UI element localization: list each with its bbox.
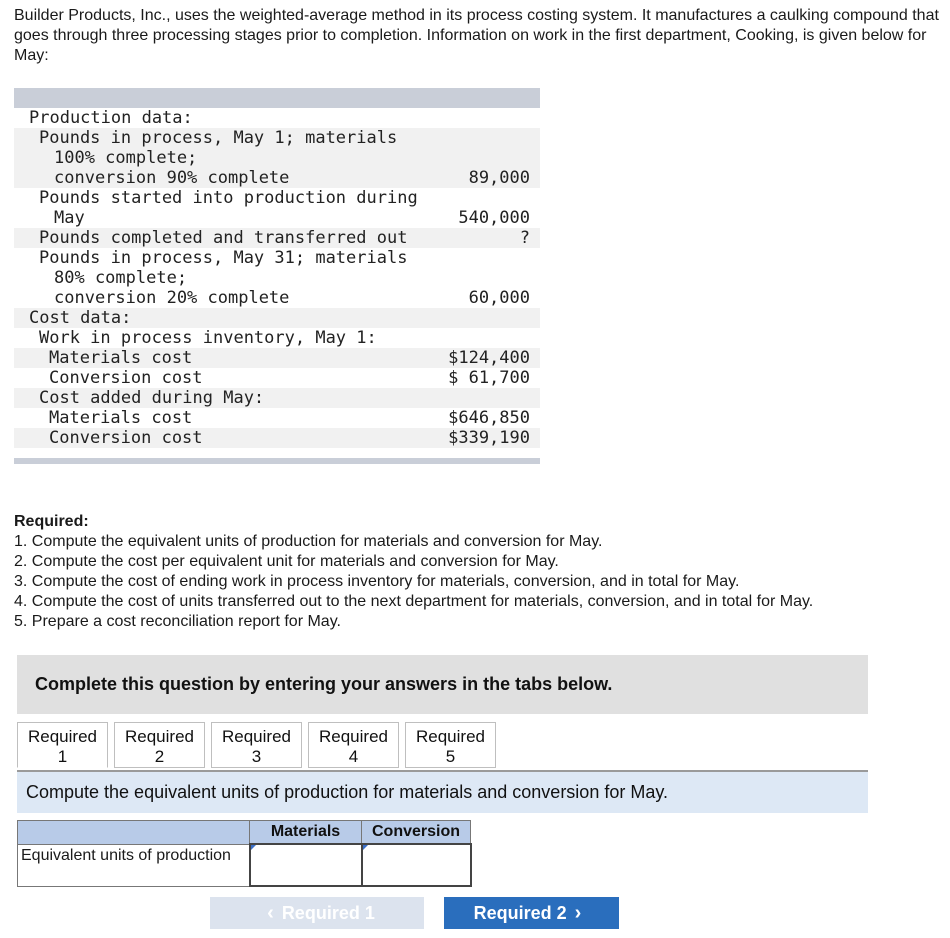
wip-conversion-label: Conversion cost <box>49 368 203 388</box>
chevron-right-icon: › <box>574 901 582 924</box>
problem-data-table <box>14 88 540 464</box>
required-item-2: 2. Compute the cost per equivalent unit for materials and conversion for May. <box>14 553 559 570</box>
answer-row <box>18 844 471 886</box>
tab-label: Required <box>125 727 194 746</box>
chevron-left-icon: ‹ <box>267 901 274 924</box>
header-conversion: Conversion <box>362 821 471 845</box>
header-blank-cell <box>18 821 250 845</box>
prev-button-label: Required 1 <box>281 902 375 923</box>
answer-table <box>17 820 472 887</box>
wip-materials-value: $124,400 <box>448 348 530 368</box>
banner-text: Complete this question by entering your answers in the tabs below. <box>35 674 613 694</box>
tab-instruction <box>17 772 868 813</box>
wip-conversion-value: $ 61,700 <box>448 368 530 388</box>
instructions-banner <box>17 655 868 714</box>
tab-required-3[interactable] <box>211 722 302 768</box>
required-item-5: 5. Prepare a cost reconciliation report for May. <box>14 613 341 630</box>
input-marker <box>363 845 368 850</box>
materials-equivalent-units-input[interactable] <box>251 846 361 885</box>
end-wip-label-1: Pounds in process, May 31; materials <box>39 248 408 268</box>
header-materials: Materials <box>250 821 362 845</box>
tab-label: Required <box>28 727 97 746</box>
production-header: Production data: <box>29 108 193 128</box>
end-wip-row-1 <box>14 248 540 268</box>
end-wip-label-3: conversion 20% complete <box>54 288 290 308</box>
table-bottom-bar <box>14 458 540 464</box>
begin-wip-value: 89,000 <box>468 168 530 188</box>
tab-label: Required <box>416 727 485 746</box>
added-materials-value: $646,850 <box>448 408 530 428</box>
required-item-4: 4. Compute the cost of units transferred out to the next department for materials, conversion, and in total for May. <box>14 593 814 610</box>
wip-header: Work in process inventory, May 1: <box>39 328 377 348</box>
required-title: Required: <box>14 513 89 530</box>
tab-number: 4 <box>348 747 359 766</box>
completed-row <box>14 228 540 248</box>
added-conversion-row <box>14 428 540 448</box>
end-wip-value: 60,000 <box>468 288 530 308</box>
added-conversion-label: Conversion cost <box>49 428 203 448</box>
started-row-1 <box>14 188 540 208</box>
wip-materials-label: Materials cost <box>49 348 193 368</box>
wip-materials-row <box>14 348 540 368</box>
materials-cell <box>250 844 362 886</box>
tab-number: 2 <box>154 747 165 766</box>
tab-number: 1 <box>57 747 68 766</box>
equivalent-units-label: Equivalent units of production <box>18 844 250 886</box>
required-tabs <box>17 722 502 768</box>
started-value: 540,000 <box>458 208 530 228</box>
tab-number: 3 <box>251 747 262 766</box>
tab-label: Required <box>222 727 291 746</box>
tab-required-1[interactable] <box>17 722 108 768</box>
tab-required-4[interactable] <box>308 722 399 768</box>
started-label-1: Pounds started into production during <box>39 188 418 208</box>
instruction-text: Compute the equivalent units of production for materials and conversion for May. <box>26 782 669 802</box>
added-conversion-value: $339,190 <box>448 428 530 448</box>
wip-header-row <box>14 328 540 348</box>
tab-required-2[interactable] <box>114 722 205 768</box>
end-wip-label-2: 80% complete; <box>54 268 188 288</box>
answer-header-row <box>18 821 471 845</box>
next-required-button[interactable] <box>444 897 619 929</box>
wip-conversion-row <box>14 368 540 388</box>
input-marker <box>251 845 256 850</box>
completed-label: Pounds completed and transferred out <box>39 228 408 248</box>
next-button-label: Required 2 <box>473 902 567 923</box>
tab-required-5[interactable] <box>405 722 496 768</box>
begin-wip-label-3: conversion 90% complete <box>54 168 290 188</box>
required-item-1: 1. Compute the equivalent units of production for materials and conversion for May. <box>14 533 603 550</box>
started-row-2 <box>14 208 540 228</box>
begin-wip-row-3 <box>14 168 540 188</box>
added-header: Cost added during May: <box>39 388 265 408</box>
added-materials-row <box>14 408 540 428</box>
required-list <box>14 532 934 632</box>
end-wip-row-3 <box>14 288 540 308</box>
cost-header-row <box>14 308 540 328</box>
cost-header: Cost data: <box>29 308 132 328</box>
begin-wip-row-1 <box>14 128 540 148</box>
completed-value: ? <box>519 228 530 248</box>
added-materials-label: Materials cost <box>49 408 193 428</box>
prev-required-button <box>210 897 424 929</box>
production-header-row <box>14 108 540 128</box>
started-label-2: May <box>54 208 85 228</box>
begin-wip-label-1: Pounds in process, May 1; materials <box>39 128 398 148</box>
begin-wip-label-2: 100% complete; <box>54 148 198 168</box>
end-wip-row-2 <box>14 268 540 288</box>
required-section <box>14 512 934 632</box>
problem-intro: Builder Products, Inc., uses the weighted-average method in its process costing system. It manufactures a caulking compound that goes through three processing stages prior to completion. Information on work in the first department, Cooking, is given below for May: <box>14 7 939 64</box>
tab-label: Required <box>319 727 388 746</box>
added-header-row <box>14 388 540 408</box>
conversion-equivalent-units-input[interactable] <box>363 846 470 885</box>
begin-wip-row-2 <box>14 148 540 168</box>
table-top-bar <box>14 88 540 108</box>
tab-number: 5 <box>445 747 456 766</box>
conversion-cell <box>362 844 471 886</box>
required-item-3: 3. Compute the cost of ending work in process inventory for materials, conversion, and in total for May. <box>14 573 740 590</box>
